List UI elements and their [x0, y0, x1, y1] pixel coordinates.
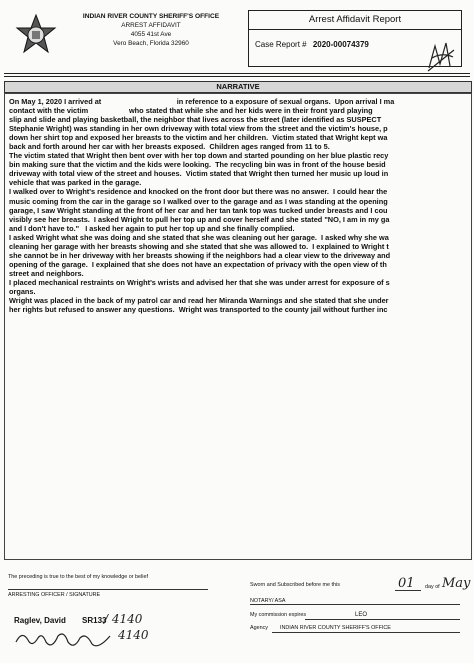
narrative-line: her rights but refused to answer any questions. Wright was transported to the county jail without further inc	[9, 305, 388, 315]
narrative-line: back and forth around her car with her breasts exposed. Children ages ranged from 11 to 5.	[9, 142, 330, 152]
sworn-day: 01	[398, 576, 415, 591]
narrative-line: Stephanie Wright) was standing in her own driveway with total view from the street and the victim's house, p	[9, 124, 388, 134]
officer-id: SR133	[82, 616, 107, 625]
narrative-text	[9, 97, 472, 314]
agency-header	[66, 12, 236, 48]
form-name: ARREST AFFIDAVIT	[121, 22, 181, 29]
header-divider	[4, 73, 470, 74]
narrative-line: Wright was placed in the back of my patrol car and read her Miranda Warnings and she stated that she under	[9, 296, 389, 306]
narrative-line: cleaning her garage with her breasts showing and she stated that she was allowed to. I explained to Wright t	[9, 241, 389, 251]
narrative-line: she cannot be in her driveway with her breasts showing if the neighbors had a clear view to the driveway and	[9, 250, 391, 260]
address-line-1: 4055 41st Ave	[130, 31, 172, 38]
narrative-line: vehicle that was parked in the garage.	[9, 178, 142, 188]
notary-line	[250, 604, 460, 605]
case-report-label: Case Report #	[255, 40, 307, 49]
agency-line	[272, 632, 460, 633]
narrative-line: bin making sure that the victim and the kids were looking. The recycling bin was in front of the house besid	[9, 160, 386, 170]
commission-line	[305, 619, 460, 620]
narrative-line: opening of the garage. I explained that she does not have an expectation of privacy with the open view of th	[9, 259, 387, 269]
narrative-heading: NARRATIVE	[216, 82, 260, 91]
officer-signature	[14, 628, 114, 657]
narrative-line: On May 1, 2020 I arrived at in reference to a exposure of sexual organs. Upon arrival I ma	[9, 97, 395, 106]
arresting-officer-label: ARRESTING OFFICER / SIGNATURE	[8, 592, 101, 598]
address-line-2: Vero Beach, Florida 32960	[113, 40, 189, 47]
narrative-line: visibly see her breasts. I asked Wright to pull her top up and cover herself and she stated "NO, I am in my ga	[9, 214, 390, 224]
narrative-line: down her shirt top and exposed her breasts to the victim and her children. Victim stated that Wright kept wa	[9, 133, 388, 143]
officer-name: Raglev, David	[14, 616, 66, 625]
day-of-label: day of	[425, 584, 440, 590]
narrative-line: I placed mechanical restraints on Wright's wrists and advised her that she was under arrest for exposure of s	[9, 277, 390, 287]
sworn-label: Sworn and Subscribed before me this	[250, 582, 340, 588]
officer-signature-line	[8, 589, 208, 590]
narrative-line: contact with the victim who stated that while she and her kids were in their front yard playing	[9, 106, 373, 116]
agency-name: INDIAN RIVER COUNTY SHERIFF'S OFFICE	[82, 13, 220, 20]
truth-statement: The preceding is true to the best of my knowledge or belief	[8, 574, 148, 580]
handwritten-id-2: 4140	[118, 628, 149, 642]
agency-value: INDIAN RIVER COUNTY SHERIFF'S OFFICE	[280, 625, 391, 631]
sworn-month: May	[442, 576, 471, 591]
narrative-box	[4, 93, 472, 560]
narrative-line: driveway with total view of the street and houses. Victim stated that Wright then turned her music up loud in	[9, 169, 389, 179]
narrative-line: street and neighbors.	[9, 268, 84, 278]
commission-label: My commission expires	[250, 612, 307, 618]
initials-scribble-mark	[426, 38, 456, 74]
narrative-line: I walked over to Wright's residence and knocked on the front door but there was no answer. I could hear the	[9, 187, 388, 197]
sheriff-badge-logo	[14, 14, 58, 58]
narrative-line: music coming from the car in the garage so I walked over to the garage and as I was standing at the opening	[9, 196, 388, 206]
case-report-line	[255, 40, 369, 49]
notary-label: NOTARY/ ASA	[250, 598, 286, 604]
narrative-line: The victim stated that Wright then bent over with her top down and started pounding on her blue plastic recy	[9, 151, 389, 161]
handwritten-id-1: / 4140	[104, 612, 143, 626]
narrative-line: I asked Wright what she was doing and she stated that she was cleaning out her garage. I asked why she wa	[9, 232, 389, 242]
case-report-number: 2020-00074379	[312, 40, 369, 49]
narrative-line: garage, I saw Wright standing at the front of her car and her tan tank top was tucked under breasts and I cou	[9, 205, 388, 215]
narrative-line: slip and slide and playing basketball, the neighbor that lives across the street (later identified as SUSPECT	[9, 115, 382, 125]
narrative-line: organs.	[9, 286, 36, 296]
agency-label: Agency	[250, 625, 268, 631]
commission-value: LEO	[355, 612, 368, 618]
narrative-line: and I don't have to." I asked her again to put her top up and she finally complied.	[9, 223, 295, 233]
narrative-heading-band	[4, 81, 472, 93]
report-title: Arrest Affidavit Report	[249, 11, 461, 30]
header-divider-secondary	[4, 76, 470, 77]
